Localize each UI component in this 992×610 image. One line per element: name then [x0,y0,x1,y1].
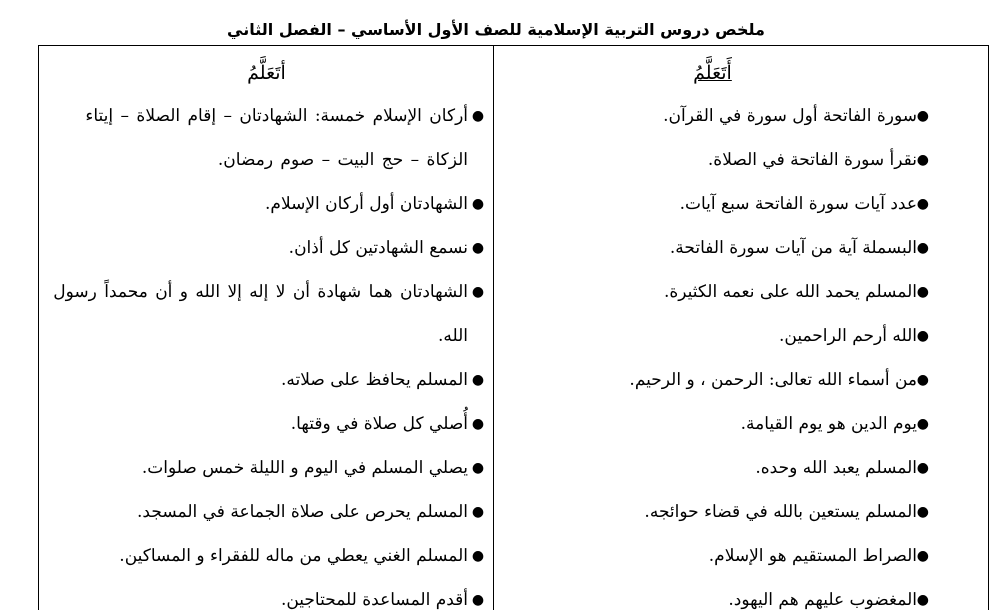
bullet-icon: ● [916,108,929,124]
list-item [496,226,929,270]
list-item-text: المسلم الغني يعطي من ماله للفقراء و المساكين. [119,546,468,566]
list-item [45,446,488,490]
bullet-icon: ● [471,548,485,564]
bullet-icon: ● [471,460,485,476]
bullet-icon: ● [471,416,485,432]
bullet-icon: ● [916,152,929,168]
list-item-text: يوم الدين هو يوم القيامة. [740,414,917,434]
bullet-icon: ● [471,504,485,520]
list-item [45,534,488,578]
list-item-text: نسمع الشهادتين كل أذان. [288,238,468,258]
right-column [496,46,929,610]
bullet-icon: ● [916,328,929,344]
list-item [45,94,488,182]
bullet-icon: ● [916,504,929,520]
left-heading-text: أتَعَلَّمُ [247,62,286,84]
list-item [496,402,929,446]
bullet-icon: ● [916,592,929,608]
list-item [45,270,488,358]
list-item [496,534,929,578]
list-item-text: المسلم يحرص على صلاة الجماعة في المسجد. [137,502,468,522]
list-item [496,138,929,182]
list-item [45,490,488,534]
right-heading-text: أَتَعَلَّمُ [693,62,732,84]
list-item-text: البسملة آية من آيات سورة الفاتحة. [669,238,917,258]
list-item-text: الله أرحم الراحمين. [778,326,917,346]
list-item [496,446,929,490]
list-item-text: من أسماء الله تعالى: الرحمن ، و الرحيم. [629,370,917,390]
bullet-icon: ● [916,548,929,564]
list-item-text: الشهادتان أول أركان الإسلام. [265,194,468,214]
list-item [496,490,929,534]
list-item [45,578,488,610]
bullet-icon: ● [916,372,929,388]
bullet-icon: ● [471,372,485,388]
right-column-heading [496,46,929,94]
column-divider [493,45,494,610]
list-item-text: الصراط المستقيم هو الإسلام. [708,546,917,566]
list-item [45,226,488,270]
list-item-text: المسلم يعبد الله وحده. [755,458,917,478]
bullet-icon: ● [916,240,929,256]
list-item-text: المغضوب عليهم هم اليهود. [728,590,917,610]
list-item-text: أركان الإسلام خمسة: الشهادتان – إقام الصلاة – إيتاء الزكاة – حج البيت – صوم رمضان. [85,106,468,170]
left-column [45,46,488,610]
bullet-icon: ● [916,460,929,476]
list-item [496,182,929,226]
list-item [496,578,929,610]
list-item [496,94,929,138]
list-item [45,182,488,226]
list-item-text: المسلم يحمد الله على نعمه الكثيرة. [663,282,917,302]
list-item-text: سورة الفاتحة أول سورة في القرآن. [663,106,917,126]
left-column-heading [45,46,488,94]
right-column-list [496,94,929,610]
bullet-icon: ● [916,416,929,432]
left-column-list [45,94,488,610]
list-item-text: يصلي المسلم في اليوم و الليلة خمس صلوات. [141,458,468,478]
list-item [45,402,488,446]
list-item [45,358,488,402]
bullet-icon: ● [916,196,929,212]
document-title: ملخص دروس التربية الإسلامية للصف الأول الأساسي – الفصل الثاني [227,20,765,39]
list-item-text: أُصلي كل صلاة في وقتها. [290,414,468,434]
bullet-icon: ● [916,284,929,300]
bullet-icon: ● [471,240,485,256]
list-item [496,314,929,358]
list-item-text: الشهادتان هما شهادة أن لا إله إلا الله و أن محمداً رسول الله. [53,282,468,346]
bullet-icon: ● [471,108,485,124]
list-item-text: نقرأ سورة الفاتحة في الصلاة. [707,150,917,170]
bullet-icon: ● [471,284,485,300]
list-item-text: أقدم المساعدة للمحتاجين. [280,590,468,610]
list-item [496,270,929,314]
list-item-text: المسلم يستعين بالله في قضاء حوائجه. [644,502,917,522]
list-item-text: عدد آيات سورة الفاتحة سبع آيات. [679,194,917,214]
list-item [496,358,929,402]
bullet-icon: ● [471,196,485,212]
list-item-text: المسلم يحافظ على صلاته. [281,370,468,390]
bullet-icon: ● [471,592,485,608]
